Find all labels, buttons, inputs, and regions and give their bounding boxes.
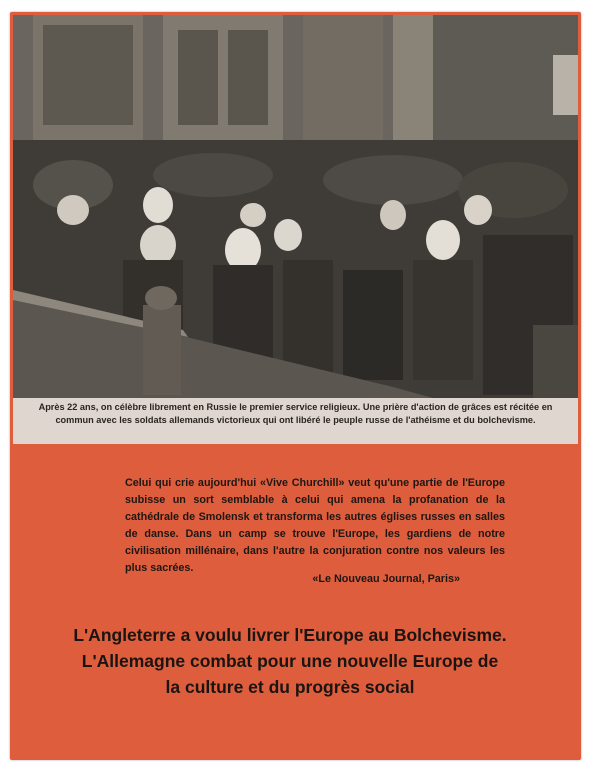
slogan [40,622,540,700]
photo-caption: Après 22 ans, on célèbre librement en Russie le premier service religieux. Une prière d'action de grâces est récitée en commun avec les soldats allemands victorieux qui ont libéré le peuple russe de l'athéisme et du bolchevisme. [38,402,553,425]
quote-text: Celui qui crie aujourd'hui «Vive Churchill» veut qu'une partie de l'Europe subisse un sort semblable à celui qui amena la profanation de la cathédrale de Smolensk et transforma les autres églises russes en salles de danse. Dans un camp se trouve l'Europe, les gardiens de notre civilisation millénaire, dans l'autre la conjuration contre nos valeurs les plus sacrées. [125,477,505,574]
church-service-photo [13,15,578,398]
slogan-line-2: L'Allemagne combat pour une nouvelle Europe de [81,651,499,671]
quote-source: «Le Nouveau Journal, Paris» [312,573,460,585]
slogan-line-3: la culture et du progrès social [165,677,415,697]
slogan-line-1: L'Angleterre a voulu livrer l'Europe au Bolchevisme. [73,625,507,645]
church-service-photo-icon [13,15,578,398]
